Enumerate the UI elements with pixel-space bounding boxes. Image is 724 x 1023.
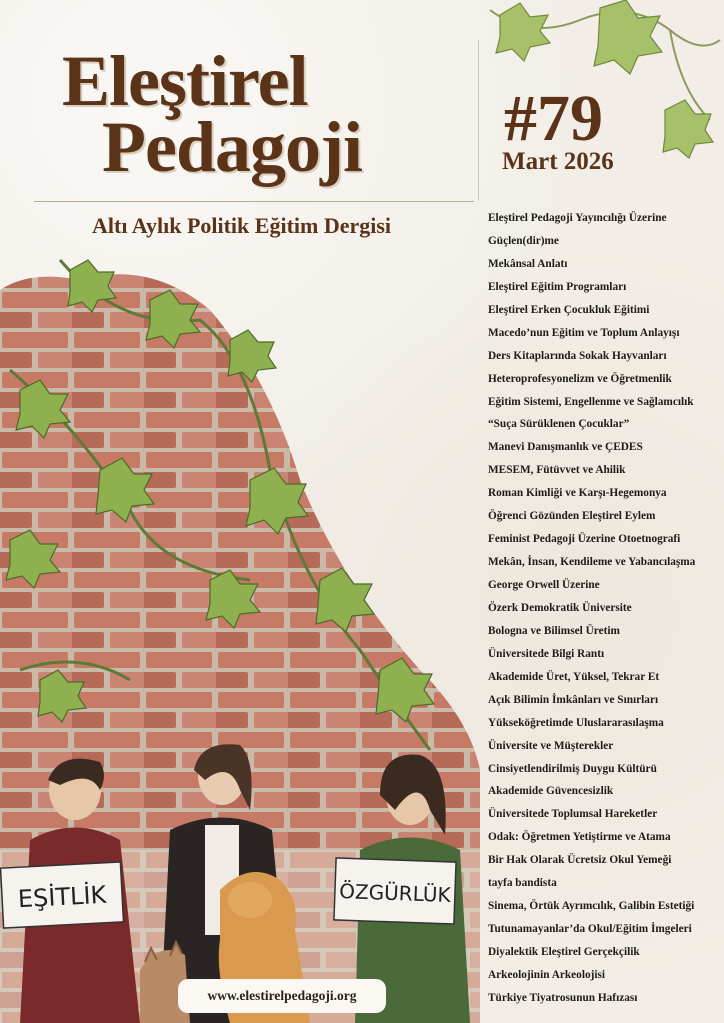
contents-item: MESEM, Fütüvvet ve Ahilik bbox=[488, 464, 626, 477]
magazine-title bbox=[62, 41, 362, 188]
contents-item: Odak: Öğretmen Yetiştirme ve Atama bbox=[488, 831, 671, 844]
contents-item: Arkeolojinin Arkeolojisi bbox=[488, 968, 606, 981]
contents-item: Eleştirel Erken Çocukluk Eğitimi bbox=[488, 303, 650, 316]
contents-item: Türkiye Tiyatrosunun Hafızası bbox=[488, 991, 638, 1004]
website-url[interactable]: www.elestirelpedagoji.org bbox=[178, 979, 386, 1013]
contents-item: Cinsiyetlendirilmiş Duygu Kültürü bbox=[488, 762, 657, 775]
contents-item: Üniversitede Toplumsal Hareketler bbox=[488, 808, 658, 821]
contents-item: Açık Bilimin İmkânları ve Sınırları bbox=[488, 693, 659, 706]
contents-item: Akademide Üret, Yüksel, Tekrar Et bbox=[488, 670, 660, 683]
contents-item: Heteroprofesyonelizm ve Öğretmenlik bbox=[488, 372, 672, 385]
contents-item: Bir Hak Olarak Ücretsiz Okul Yemeği bbox=[488, 854, 672, 867]
contents-item: Roman Kimliği ve Karşı-Hegemonya bbox=[488, 487, 667, 500]
contents-item: Öğrenci Gözünden Eleştirel Eylem bbox=[488, 510, 656, 523]
contents-item: Akademide Güvencesizlik bbox=[488, 785, 614, 798]
cover-illustration bbox=[0, 250, 480, 1023]
contents-item: Üniversite ve Müşterekler bbox=[488, 739, 614, 752]
title-line-1: Eleştirel bbox=[62, 41, 308, 121]
header-divider-vertical bbox=[478, 40, 479, 200]
contents-item: Bologna ve Bilimsel Üretim bbox=[488, 624, 620, 637]
contents-item: tayfa bandista bbox=[488, 877, 557, 890]
contents-item: Macedo’nun Eğitim ve Toplum Anlayışı bbox=[488, 326, 680, 339]
contents-item: Tutunamayanlar’da Okul/Eğitim İmgeleri bbox=[488, 923, 692, 936]
issue-date: Mart 2026 bbox=[502, 148, 614, 175]
contents-item: George Orwell Üzerine bbox=[488, 579, 600, 591]
contents-item: Mekân, İnsan, Kendileme ve Yabancılaşma bbox=[488, 556, 696, 569]
issue-number: #79 bbox=[504, 82, 603, 155]
contents-item: Üniversitede Bilgi Rantı bbox=[488, 647, 605, 660]
contents-item: Eleştirel Pedagoji Yayıncılığı Üzerine bbox=[488, 212, 667, 224]
contents-item: “Suça Sürüklenen Çocuklar” bbox=[488, 418, 630, 431]
contents-item: Sinema, Örtük Ayrımcılık, Galibin Estetiği bbox=[488, 900, 695, 913]
contents-item: Eğitim Sistemi, Engellenme ve Sağlamcılık bbox=[488, 395, 694, 408]
contents-item: Eleştirel Eğitim Programları bbox=[488, 280, 627, 293]
sign-right-text: ÖZGÜRLÜK bbox=[338, 879, 452, 907]
contents-item: Feminist Pedagoji Üzerine Otoetnografi bbox=[488, 533, 681, 546]
contents-item: Mekânsal Anlatı bbox=[488, 257, 568, 270]
contents-item: Özerk Demokratik Üniversite bbox=[488, 601, 632, 614]
contents-item: Yükseköğretimde Uluslararasılaşma bbox=[488, 716, 664, 729]
contents-item: Güçlen(dir)me bbox=[488, 234, 559, 247]
header-divider bbox=[34, 201, 474, 202]
table-of-contents bbox=[488, 207, 720, 1010]
contents-item: Ders Kitaplarında Sokak Hayvanları bbox=[488, 349, 667, 362]
contents-item: Manevi Danışmanlık ve ÇEDES bbox=[488, 441, 643, 454]
magazine-subtitle: Altı Aylık Politik Eğitim Dergisi bbox=[92, 213, 392, 238]
contents-item: Diyalektik Eleştirel Gerçekçilik bbox=[488, 946, 640, 958]
title-line-2: Pedagoji bbox=[102, 107, 362, 188]
sign-left-text: EŞİTLİK bbox=[17, 880, 107, 914]
